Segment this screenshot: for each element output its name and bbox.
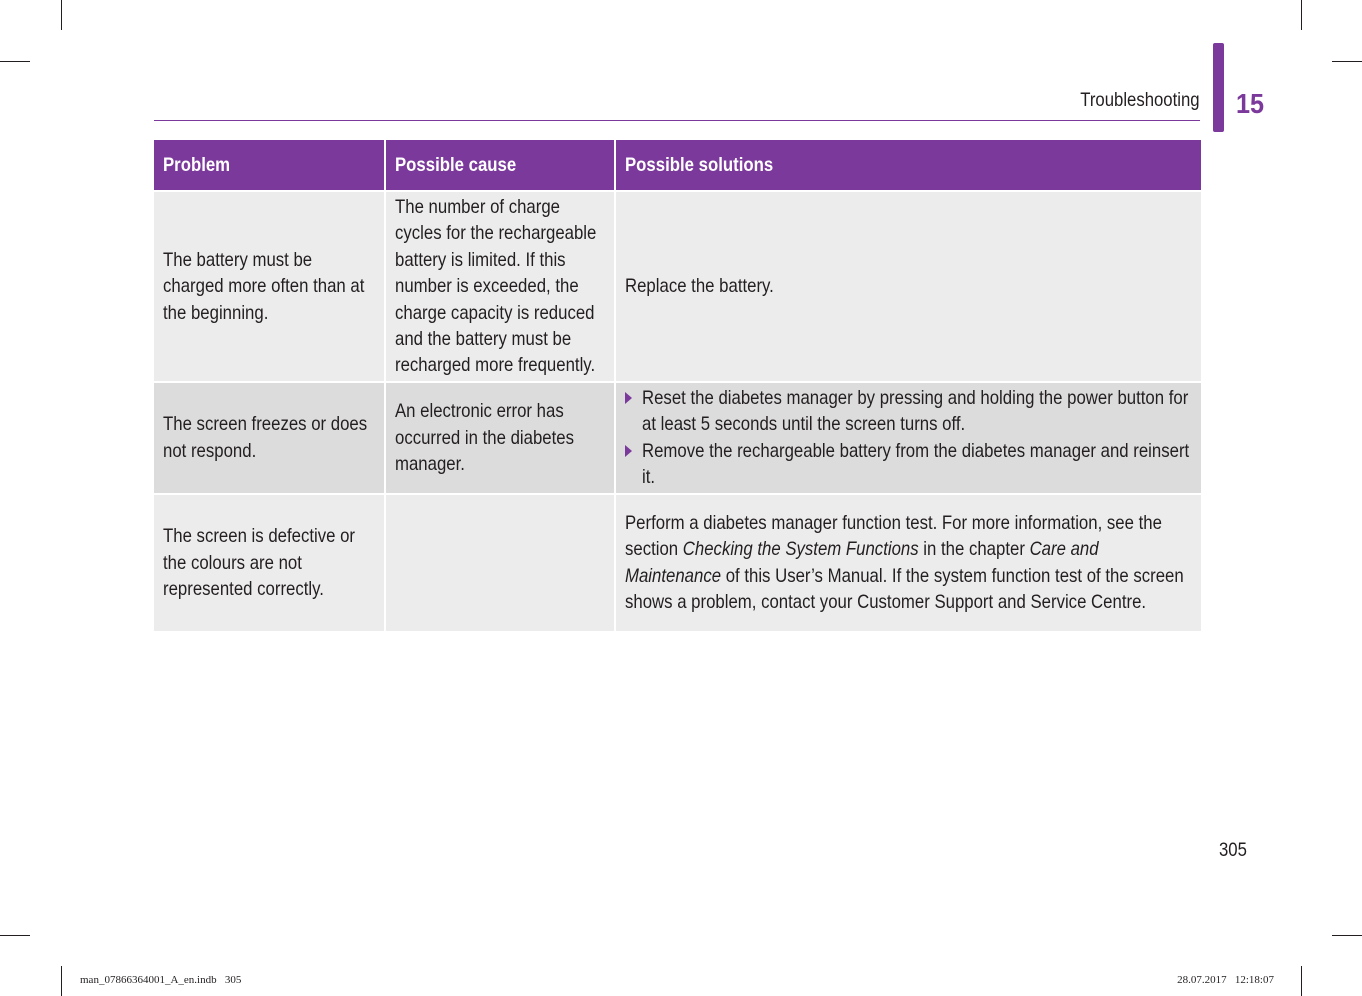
- triangle-bullet-icon: [625, 392, 632, 404]
- crop-mark: [0, 935, 30, 936]
- triangle-bullet-icon: [625, 445, 632, 457]
- problem-cell: The battery must be charged more often than at the beginning.: [154, 191, 385, 382]
- column-header-problem: Problem: [154, 140, 385, 191]
- crop-mark: [0, 61, 30, 62]
- list-item: Reset the diabetes manager by pressing and holding the power button for at least 5 seconds until the screen turns off.: [625, 385, 1192, 438]
- solution-cell: Replace the battery.: [615, 191, 1201, 382]
- table-row: [154, 191, 1201, 382]
- chapter-number: 15: [1236, 88, 1265, 119]
- cause-cell: The number of charge cycles for the rechargeable battery is limited. If this number is exceeded, the charge capacity is reduced and the battery must be recharged more frequently.: [385, 191, 615, 382]
- page-number: 305: [1219, 840, 1247, 861]
- solution-list: [625, 385, 1192, 491]
- solution-cell: Perform a diabetes manager function test. For more information, see the section Checking the System Functions in the chapter Care and Maintenance of this User’s Manual. If the system function test of the screen shows a problem, contact your Customer Support and Service Centre.: [615, 494, 1201, 631]
- troubleshooting-table: [154, 140, 1201, 631]
- crop-mark: [61, 0, 62, 30]
- table-row: [154, 382, 1201, 494]
- column-header-cause: Possible cause: [385, 140, 615, 191]
- table-row: [154, 494, 1201, 631]
- list-item: Remove the rechargeable battery from the diabetes manager and reinsert it.: [625, 438, 1192, 491]
- print-slug-date: 28.07.2017 12:18:07: [1177, 974, 1274, 986]
- chapter-tab: [1213, 43, 1224, 132]
- solution-cell: [615, 382, 1201, 494]
- print-slug-file: man_07866364001_A_en.indb 305: [80, 974, 242, 986]
- cause-cell: An electronic error has occurred in the diabetes manager.: [385, 382, 615, 494]
- column-header-solutions: Possible solutions: [615, 140, 1201, 191]
- cause-cell: [385, 494, 615, 631]
- table-header-row: [154, 140, 1201, 191]
- cross-reference-chapter: Care and Maintenance: [625, 538, 1099, 587]
- problem-cell: The screen is defective or the colours are not represented correctly.: [154, 494, 385, 631]
- header-rule: [154, 120, 1200, 121]
- crop-mark: [1301, 0, 1302, 30]
- cross-reference-section: Checking the System Functions: [682, 538, 919, 561]
- crop-mark: [1301, 966, 1302, 996]
- section-title: Troubleshooting: [1080, 90, 1200, 111]
- problem-cell: The screen freezes or does not respond.: [154, 382, 385, 494]
- crop-mark: [1332, 935, 1362, 936]
- crop-mark: [1332, 61, 1362, 62]
- crop-mark: [61, 966, 62, 996]
